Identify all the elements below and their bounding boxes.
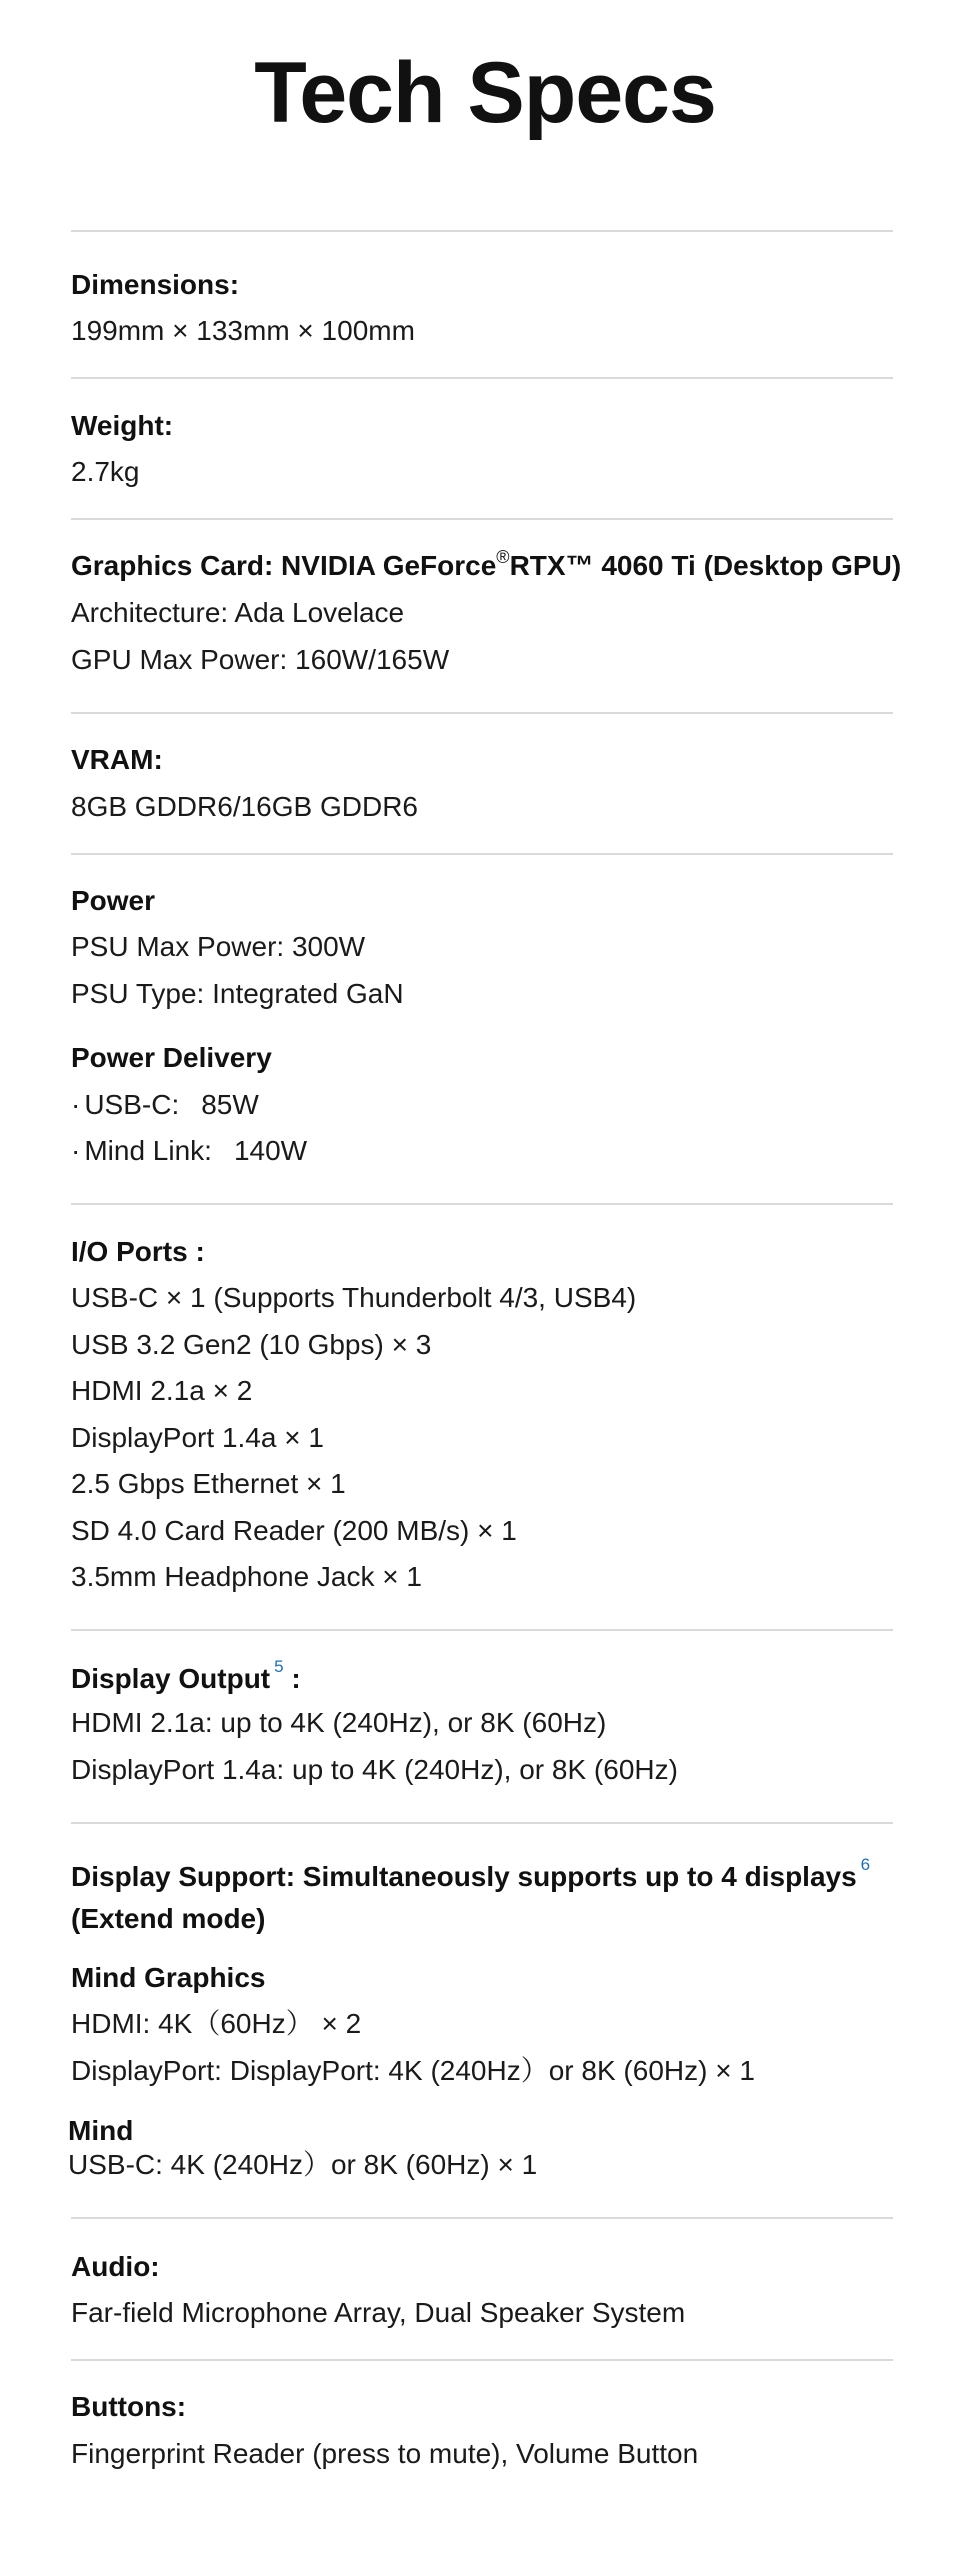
- graphics-card-label-prefix: Graphics Card: NVIDIA GeForce: [71, 550, 497, 581]
- dimensions-value: 199mm × 133mm × 100mm: [71, 315, 415, 346]
- io-port-item: 3.5mm Headphone Jack × 1: [71, 1561, 422, 1592]
- power-delivery-value: 85W: [201, 1089, 259, 1120]
- io-port-item: USB-C × 1 (Supports Thunderbolt 4/3, USB4): [71, 1282, 637, 1313]
- display-support-mode: (Extend mode): [71, 1903, 266, 1934]
- buttons-label: Buttons:: [71, 2391, 187, 2422]
- psu-max-power: PSU Max Power: 300W: [71, 931, 366, 962]
- gpu-max-power: GPU Max Power: 160W/165W: [71, 644, 450, 675]
- footnote-marker[interactable]: 6: [860, 1855, 871, 1874]
- io-port-item: HDMI 2.1a × 2: [71, 1375, 253, 1406]
- power-label: Power: [71, 885, 156, 916]
- power-delivery-label: Power Delivery: [71, 1042, 272, 1073]
- display-support-label-text: Display Support: Simultaneously supports up to 4 displays: [71, 1861, 857, 1892]
- power-delivery-item: [71, 1085, 259, 1125]
- page-title: Tech Specs: [254, 45, 716, 141]
- power-delivery-name: Mind Link:: [84, 1135, 212, 1166]
- power-delivery-name: USB-C:: [84, 1089, 180, 1120]
- display-output-item: HDMI 2.1a: up to 4K (240Hz), or 8K (60Hz): [71, 1707, 607, 1738]
- io-ports-label: I/O Ports :: [71, 1236, 205, 1267]
- display-output-item: DisplayPort 1.4a: up to 4K (240Hz), or 8K (60Hz): [71, 1754, 678, 1785]
- psu-type: PSU Type: Integrated GaN: [71, 978, 404, 1009]
- audio-label: Audio:: [71, 2251, 160, 2282]
- graphics-card-label-suffix: RTX™ 4060 Ti (Desktop GPU): [509, 550, 902, 581]
- weight-label: Weight:: [71, 410, 174, 441]
- mind-graphics-label: Mind Graphics: [71, 1962, 266, 1993]
- io-port-item: USB 3.2 Gen2 (10 Gbps) × 3: [71, 1329, 432, 1360]
- display-output-label: [71, 1659, 301, 1703]
- mind-graphics-displayport: DisplayPort: DisplayPort: 4K (240Hz）or 8K (60Hz) × 1: [71, 2055, 755, 2086]
- mind-graphics-hdmi: HDMI: 4K（60Hz） × 2: [71, 2008, 362, 2039]
- gpu-architecture: Architecture: Ada Lovelace: [71, 597, 405, 628]
- io-port-item: SD 4.0 Card Reader (200 MB/s) × 1: [71, 1515, 517, 1546]
- display-output-colon: :: [283, 1663, 301, 1694]
- io-port-item: DisplayPort 1.4a × 1: [71, 1422, 324, 1453]
- dimensions-label: Dimensions:: [71, 269, 240, 300]
- power-delivery-value: 140W: [233, 1135, 308, 1166]
- mind-usbc: USB-C: 4K (240Hz）or 8K (60Hz) × 1: [68, 2149, 538, 2180]
- divider: [71, 377, 893, 379]
- buttons-value: Fingerprint Reader (press to mute), Volume Button: [71, 2438, 699, 2469]
- divider: [71, 230, 893, 232]
- io-port-item: 2.5 Gbps Ethernet × 1: [71, 1468, 346, 1499]
- divider: [71, 2359, 893, 2361]
- divider: [71, 1822, 893, 1824]
- divider: [71, 518, 893, 520]
- display-support-label: [71, 1857, 870, 1901]
- divider: [71, 853, 893, 855]
- vram-value: 8GB GDDR6/16GB GDDR6: [71, 791, 418, 822]
- divider: [71, 1629, 893, 1631]
- weight-value: 2.7kg: [71, 456, 140, 487]
- mind-label: Mind: [68, 2115, 134, 2146]
- graphics-card-label: [71, 546, 901, 589]
- vram-label: VRAM:: [71, 744, 163, 775]
- bullet: ·: [71, 1089, 81, 1120]
- display-output-label-text: Display Output: [71, 1663, 271, 1694]
- power-delivery-item: [71, 1131, 307, 1171]
- divider: [71, 712, 893, 714]
- bullet: ·: [71, 1135, 81, 1166]
- audio-value: Far-field Microphone Array, Dual Speaker System: [71, 2297, 686, 2328]
- registered-mark: ®: [496, 547, 510, 567]
- divider: [71, 1203, 893, 1205]
- divider: [71, 2217, 893, 2219]
- footnote-marker[interactable]: 5: [274, 1657, 284, 1676]
